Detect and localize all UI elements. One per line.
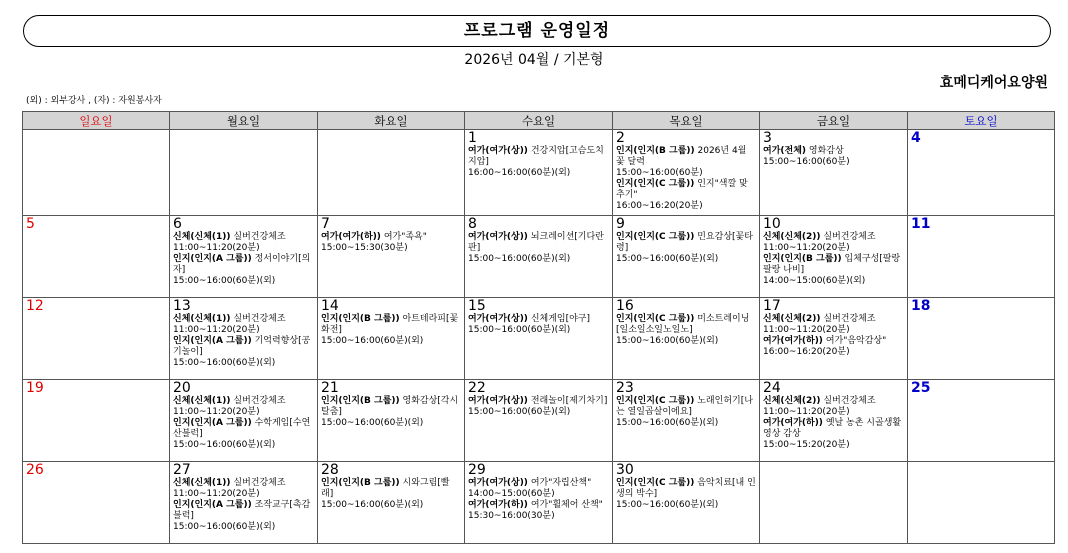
program-entry xyxy=(763,336,904,358)
program-title: 기억력향상[공기놀이] xyxy=(173,336,311,357)
program-time: 15:00~16:00(60분)(외) xyxy=(173,440,276,450)
calendar-week-row xyxy=(23,130,1055,216)
program-entry xyxy=(763,396,904,418)
program-time: 15:00~16:00(60분)(외) xyxy=(616,500,719,510)
calendar-body xyxy=(23,130,1055,544)
day-number: 18 xyxy=(911,298,931,314)
program-time: 15:00~16:00(60분)(외) xyxy=(616,418,719,428)
day-number: 11 xyxy=(911,216,931,232)
calendar-day-cell xyxy=(318,380,465,462)
day-number: 29 xyxy=(468,462,486,478)
program-category: 신체(신체(2)) xyxy=(763,396,821,406)
calendar-day-cell xyxy=(465,298,613,380)
program-title: 뇌크레이션[기다란 판] xyxy=(468,232,604,253)
program-title: 2026년 4월 꽃 달력 xyxy=(616,146,747,167)
program-time: 15:00~16:00(60분)(외) xyxy=(468,254,571,264)
program-time: 16:00~16:00(60분)(외) xyxy=(468,168,571,178)
program-category: 여가(여가(하)) xyxy=(468,500,528,510)
calendar-day-cell xyxy=(760,216,908,298)
program-category: 신체(신체(2)) xyxy=(763,314,821,324)
program-title: 영화감상[각시탈춤] xyxy=(321,396,459,417)
program-title: 여가"음악감상" xyxy=(825,336,887,346)
program-category: 여가(여가(하)) xyxy=(763,336,823,346)
program-category: 인지(인지(C 그룹)) xyxy=(616,314,695,324)
program-entry xyxy=(763,314,904,336)
program-title: 미소트레이닝[일소일소일노일노] xyxy=(616,314,750,335)
program-category: 인지(인지(A 그룹)) xyxy=(173,418,252,428)
day-number: 28 xyxy=(321,462,339,478)
page-title: 프로그램 운영일정 xyxy=(23,15,1051,47)
calendar-week-row xyxy=(23,380,1055,462)
calendar-day-cell xyxy=(613,298,760,380)
program-time: 15:00~16:00(60분) xyxy=(763,157,850,167)
day-number: 2 xyxy=(616,130,625,146)
program-entry xyxy=(616,146,756,179)
program-time: 11:00~11:20(20분) xyxy=(173,243,260,253)
day-number: 3 xyxy=(763,130,772,146)
program-category: 인지(인지(C 그룹)) xyxy=(616,478,695,488)
day-number: 20 xyxy=(173,380,191,396)
program-title: 수학게임[수연산블럭] xyxy=(173,418,311,439)
program-time: 15:00~16:00(60분)(외) xyxy=(321,500,424,510)
program-entry xyxy=(763,146,904,168)
program-entry xyxy=(616,314,756,347)
program-entry xyxy=(173,478,314,500)
program-time: 14:00~15:00(60분)(외) xyxy=(763,276,866,286)
day-number: 23 xyxy=(616,380,634,396)
day-number: 9 xyxy=(616,216,625,232)
day-number: 15 xyxy=(468,298,486,314)
weekday-wednesday: 수요일 xyxy=(465,112,613,130)
weekday-saturday: 토요일 xyxy=(908,112,1055,130)
program-title: 전래놀이[제기차기] xyxy=(530,396,608,406)
calendar-week-row xyxy=(23,462,1055,544)
program-title: 실버건강체조 xyxy=(823,232,876,242)
program-entry xyxy=(173,232,314,254)
day-number: 24 xyxy=(763,380,781,396)
program-title: 민요감상[꽃타령] xyxy=(616,232,753,253)
program-entry xyxy=(321,396,461,429)
calendar-day-cell xyxy=(318,130,465,216)
program-category: 인지(인지(A 그룹)) xyxy=(173,254,252,264)
program-category: 인지(인지(B 그룹)) xyxy=(321,396,400,406)
calendar-week-row xyxy=(23,298,1055,380)
calendar-day-cell xyxy=(23,130,170,216)
day-number: 25 xyxy=(911,380,931,396)
program-time: 11:00~11:20(20분) xyxy=(173,407,260,417)
program-entry xyxy=(763,232,904,254)
day-number: 22 xyxy=(468,380,486,396)
weekday-thursday: 목요일 xyxy=(613,112,760,130)
program-entry xyxy=(468,146,609,179)
day-number: 19 xyxy=(26,380,44,396)
program-time: 11:00~11:20(20분) xyxy=(763,243,850,253)
program-category: 신체(신체(1)) xyxy=(173,396,231,406)
program-category: 인지(인지(A 그룹)) xyxy=(173,500,252,510)
program-title: 실버건강체조 xyxy=(233,478,286,488)
calendar-day-cell xyxy=(465,380,613,462)
program-time: 15:00~15:20(20분) xyxy=(763,440,850,450)
program-entry xyxy=(321,314,461,347)
day-number: 6 xyxy=(173,216,182,232)
day-number: 4 xyxy=(911,130,921,146)
calendar-day-cell xyxy=(908,216,1055,298)
day-number: 10 xyxy=(763,216,781,232)
calendar-week-row xyxy=(23,216,1055,298)
program-time: 15:00~16:00(60분)(외) xyxy=(321,418,424,428)
calendar-day-cell xyxy=(318,462,465,544)
program-title: 건강지압[고슴도치 지압] xyxy=(468,146,604,167)
program-entry xyxy=(321,232,461,254)
program-title: 입체구성[팔랑팔랑 나비] xyxy=(763,254,901,275)
program-entry xyxy=(616,179,756,212)
program-entry xyxy=(616,232,756,265)
calendar-day-cell xyxy=(23,216,170,298)
program-title: 여가"자립산책" xyxy=(530,478,592,488)
program-entry xyxy=(173,336,314,369)
program-category: 인지(인지(B 그룹)) xyxy=(321,478,400,488)
calendar-day-cell xyxy=(613,130,760,216)
program-entry xyxy=(173,500,314,533)
program-entry xyxy=(173,396,314,418)
day-number: 12 xyxy=(26,298,44,314)
program-title: 정서이야기[의자] xyxy=(173,254,311,275)
calendar-day-cell xyxy=(760,298,908,380)
program-title: 노래인허기[나는 열일곱살이에요] xyxy=(616,396,753,417)
program-title: 신체게임[야구] xyxy=(530,314,590,324)
day-number: 13 xyxy=(173,298,191,314)
program-entry xyxy=(321,478,461,511)
calendar-day-cell xyxy=(465,130,613,216)
program-category: 여가(여가(상)) xyxy=(468,314,528,324)
program-time: 11:00~11:20(20분) xyxy=(763,407,850,417)
calendar-day-cell xyxy=(760,462,908,544)
program-time: 16:00~16:20(20분) xyxy=(616,201,703,211)
calendar-day-cell xyxy=(908,462,1055,544)
program-entry xyxy=(616,478,756,511)
program-category: 인지(인지(B 그룹)) xyxy=(321,314,400,324)
day-number: 21 xyxy=(321,380,339,396)
program-category: 신체(신체(2)) xyxy=(763,232,821,242)
program-time: 11:00~11:20(20분) xyxy=(173,325,260,335)
program-time: 11:00~11:20(20분) xyxy=(763,325,850,335)
calendar-day-cell xyxy=(908,298,1055,380)
program-category: 인지(인지(C 그룹)) xyxy=(616,396,695,406)
weekday-tuesday: 화요일 xyxy=(318,112,465,130)
program-entry xyxy=(173,418,314,451)
program-time: 15:00~16:00(60분)(외) xyxy=(173,276,276,286)
calendar-day-cell xyxy=(465,216,613,298)
calendar-day-cell xyxy=(170,216,318,298)
calendar-day-cell xyxy=(613,380,760,462)
calendar-day-cell xyxy=(465,462,613,544)
day-number: 14 xyxy=(321,298,339,314)
program-time: 15:00~16:00(60분)(외) xyxy=(468,325,571,335)
program-title: 실버건강체조 xyxy=(823,314,876,324)
weekday-friday: 금요일 xyxy=(760,112,908,130)
program-title: 실버건강체조 xyxy=(233,396,286,406)
calendar-day-cell xyxy=(318,298,465,380)
program-title: 조작교구[촉감블럭] xyxy=(173,500,311,521)
program-category: 여가(전체) xyxy=(763,146,807,156)
program-category: 여가(여가(상)) xyxy=(468,232,528,242)
calendar-day-cell xyxy=(170,462,318,544)
calendar-day-cell xyxy=(23,462,170,544)
calendar-day-cell xyxy=(170,130,318,216)
calendar-day-cell xyxy=(23,298,170,380)
day-number: 8 xyxy=(468,216,477,232)
program-time: 15:00~16:00(60분)(외) xyxy=(468,407,571,417)
program-category: 신체(신체(1)) xyxy=(173,232,231,242)
program-category: 여가(여가(하)) xyxy=(321,232,381,242)
weekday-monday: 월요일 xyxy=(170,112,318,130)
legend-note: (외) : 외부강사 , (자) : 자원봉사자 xyxy=(26,96,162,106)
day-number: 17 xyxy=(763,298,781,314)
program-entry xyxy=(173,254,314,287)
program-title: 실버건강체조 xyxy=(233,232,286,242)
program-entry xyxy=(468,500,609,522)
program-time: 15:30~16:00(30분) xyxy=(468,511,555,521)
program-entry xyxy=(468,396,609,418)
program-title: 음악치료[내 인생의 박수] xyxy=(616,478,756,499)
calendar-day-cell xyxy=(908,380,1055,462)
program-category: 인지(인지(B 그룹)) xyxy=(763,254,842,264)
program-time: 16:00~16:20(20분) xyxy=(763,347,850,357)
program-category: 신체(신체(1)) xyxy=(173,314,231,324)
organization-name: 효메디케어요양원 xyxy=(939,75,1048,91)
program-category: 여가(여가(하)) xyxy=(763,418,823,428)
program-time: 15:00~16:00(60분)(외) xyxy=(616,336,719,346)
program-title: 옛날 농촌 시골생활 영상 감상 xyxy=(763,418,902,439)
program-time: 15:00~15:30(30분) xyxy=(321,243,408,253)
program-category: 인지(인지(C 그룹)) xyxy=(616,179,695,189)
day-number: 7 xyxy=(321,216,330,232)
program-title: 여가"휠체어 산책" xyxy=(530,500,603,510)
day-number: 27 xyxy=(173,462,191,478)
calendar-day-cell xyxy=(170,380,318,462)
program-category: 여가(여가(상)) xyxy=(468,396,528,406)
program-category: 인지(인지(C 그룹)) xyxy=(616,232,695,242)
program-entry xyxy=(468,314,609,336)
program-entry xyxy=(468,478,609,500)
program-entry xyxy=(616,396,756,429)
program-time: 15:00~16:00(60분)(외) xyxy=(616,254,719,264)
weekday-sunday: 일요일 xyxy=(23,112,170,130)
program-title: 실버건강체조 xyxy=(233,314,286,324)
program-title: 시와그림[빨래] xyxy=(321,478,450,499)
calendar-day-cell xyxy=(613,216,760,298)
program-time: 15:00~16:00(60분)(외) xyxy=(321,336,424,346)
calendar-day-cell xyxy=(318,216,465,298)
day-number: 16 xyxy=(616,298,634,314)
weekday-header-row xyxy=(23,112,1055,130)
program-entry xyxy=(173,314,314,336)
day-number: 5 xyxy=(26,216,35,232)
program-title: 여가"족욕" xyxy=(383,232,427,242)
program-time: 15:00~16:00(60분)(외) xyxy=(173,358,276,368)
program-entry xyxy=(763,254,904,287)
schedule-calendar xyxy=(22,111,1055,544)
program-entry xyxy=(468,232,609,265)
calendar-day-cell xyxy=(170,298,318,380)
program-category: 인지(인지(A 그룹)) xyxy=(173,336,252,346)
program-entry xyxy=(763,418,904,451)
calendar-day-cell xyxy=(613,462,760,544)
calendar-day-cell xyxy=(760,130,908,216)
program-time: 14:00~15:00(60분) xyxy=(468,489,555,499)
program-title: 영화감상 xyxy=(808,146,844,156)
program-title: 실버건강체조 xyxy=(823,396,876,406)
program-category: 인지(인지(B 그룹)) xyxy=(616,146,695,156)
page-subtitle: 2026년 04월 / 기본형 xyxy=(464,52,604,68)
program-category: 여가(여가(상)) xyxy=(468,146,528,156)
program-time: 11:00~11:20(20분) xyxy=(173,489,260,499)
program-title: 아트테라피[꽃화전] xyxy=(321,314,459,335)
calendar-day-cell xyxy=(23,380,170,462)
calendar-day-cell xyxy=(908,130,1055,216)
program-time: 15:00~16:00(60분) xyxy=(616,168,703,178)
program-category: 신체(신체(1)) xyxy=(173,478,231,488)
day-number: 26 xyxy=(26,462,44,478)
day-number: 30 xyxy=(616,462,634,478)
program-title: 인지"색깔 맞추기" xyxy=(616,179,748,200)
calendar-day-cell xyxy=(760,380,908,462)
day-number: 1 xyxy=(468,130,477,146)
program-category: 여가(여가(상)) xyxy=(468,478,528,488)
program-time: 15:00~16:00(60분)(외) xyxy=(173,522,276,532)
